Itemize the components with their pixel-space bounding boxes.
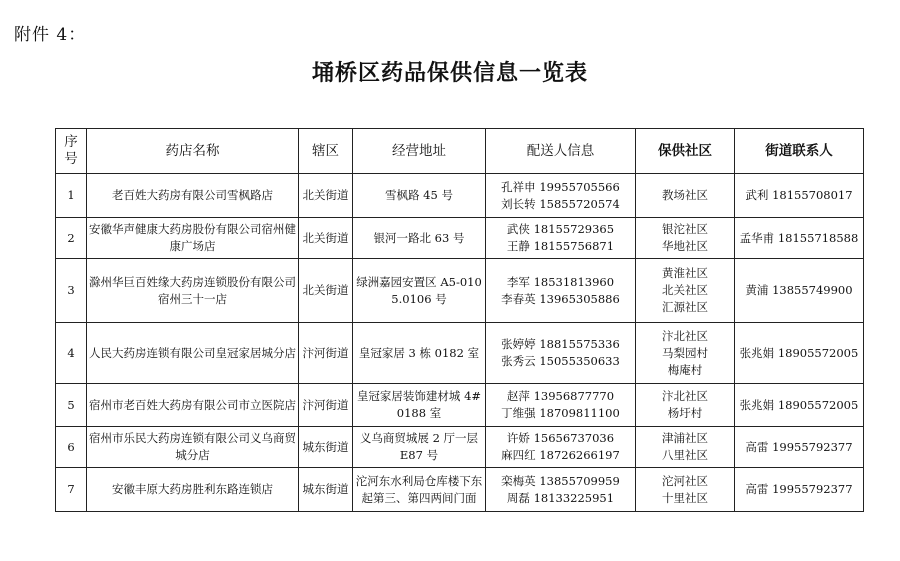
cell-no: 6 — [56, 427, 87, 468]
cell-communities — [636, 323, 735, 384]
cell-communities — [636, 259, 735, 323]
cell-couriers — [486, 323, 636, 384]
table-row — [56, 427, 864, 468]
cell-store: 滁州华巨百姓缘大药房连锁股份有限公司宿州三十一店 — [87, 259, 299, 323]
cell-district: 汴河街道 — [299, 323, 353, 384]
community-entry: 八里社区 — [662, 448, 708, 462]
courier-entry: 丁维强 18709811100 — [501, 406, 620, 420]
cell-district: 城东街道 — [299, 468, 353, 512]
cell-district: 汴河街道 — [299, 384, 353, 427]
header-address: 经营地址 — [353, 129, 486, 174]
courier-entry: 武侠 18155729365 — [506, 222, 615, 236]
cell-communities — [636, 218, 735, 259]
courier-entry: 周磊 18133225951 — [506, 490, 615, 505]
attachment-label: 附件 4： — [14, 25, 87, 45]
cell-no: 4 — [56, 323, 87, 384]
cell-contact: 高雷 19955792377 — [735, 427, 864, 468]
cell-no: 5 — [56, 384, 87, 427]
cell-district: 北关街道 — [299, 218, 353, 259]
cell-address: 沱河东水利局仓库楼下东起第三、第四两间门面 — [353, 468, 486, 512]
header-contact: 街道联系人 — [735, 129, 864, 174]
community-entry: 杨圩村 — [667, 406, 703, 420]
supply-info-table — [55, 128, 864, 512]
cell-contact: 武利 18155708017 — [735, 174, 864, 218]
courier-entry: 赵萍 13956877770 — [506, 389, 615, 403]
cell-no: 7 — [56, 468, 87, 512]
table-row — [56, 218, 864, 259]
cell-store: 宿州市乐民大药房连锁有限公司义乌商贸城分店 — [87, 427, 299, 468]
community-entry: 银沱社区 — [662, 222, 708, 236]
cell-address: 银河一路北 63 号 — [353, 218, 486, 259]
cell-address: 义乌商贸城展 2 厅一层 E87 号 — [353, 427, 486, 468]
cell-communities — [636, 427, 735, 468]
table-header-row — [56, 129, 864, 174]
cell-contact: 高雷 19955792377 — [735, 468, 864, 512]
courier-entry: 张秀云 15055350633 — [501, 354, 620, 368]
community-entry: 华地社区 — [662, 239, 708, 253]
cell-no: 1 — [56, 174, 87, 218]
header-no: 序号 — [56, 129, 87, 174]
cell-couriers — [486, 384, 636, 427]
table-row — [56, 468, 864, 512]
courier-entry: 孔祥申 19955705566 — [501, 179, 620, 194]
cell-contact: 张兆娟 18905572005 — [735, 384, 864, 427]
table-row — [56, 259, 864, 323]
community-entry: 北关社区 — [662, 283, 708, 297]
cell-couriers — [486, 174, 636, 218]
header-couriers: 配送人信息 — [486, 129, 636, 174]
cell-communities — [636, 174, 735, 218]
community-entry: 十里社区 — [662, 490, 708, 505]
cell-store: 人民大药房连锁有限公司皇冠家居城分店 — [87, 323, 299, 384]
cell-address: 皇冠家居 3 栋 0182 室 — [353, 323, 486, 384]
cell-no: 3 — [56, 259, 87, 323]
community-entry: 黄淮社区 — [662, 266, 708, 280]
courier-entry: 许娇 15656737036 — [506, 431, 615, 445]
courier-entry: 麻四红 18726266197 — [501, 448, 620, 462]
courier-entry: 王静 18155756871 — [506, 239, 615, 253]
community-entry: 马梨园村 — [662, 345, 708, 360]
cell-couriers — [486, 468, 636, 512]
community-entry: 沱河社区 — [662, 473, 708, 488]
cell-couriers — [486, 259, 636, 323]
cell-no: 2 — [56, 218, 87, 259]
cell-couriers — [486, 427, 636, 468]
cell-contact: 孟华甫 18155718588 — [735, 218, 864, 259]
header-store: 药店名称 — [87, 129, 299, 174]
header-communities: 保供社区 — [636, 129, 735, 174]
cell-communities — [636, 384, 735, 427]
courier-entry: 李军 18531813960 — [506, 274, 615, 289]
community-entry: 教场社区 — [662, 188, 708, 202]
community-entry: 汴北社区 — [662, 389, 708, 403]
table-row — [56, 174, 864, 218]
cell-address: 绿洲嘉园安置区 A5-0105.0106 号 — [353, 259, 486, 323]
cell-address: 雪枫路 45 号 — [353, 174, 486, 218]
table-row — [56, 384, 864, 427]
cell-couriers — [486, 218, 636, 259]
page-title: 埇桥区药品保供信息一览表 — [311, 61, 588, 86]
cell-store: 宿州市老百姓大药房有限公司市立医院店 — [87, 384, 299, 427]
table-row — [56, 323, 864, 384]
cell-district: 北关街道 — [299, 259, 353, 323]
cell-contact: 张兆娟 18905572005 — [735, 323, 864, 384]
cell-address: 皇冠家居装饰建材城 4#0188 室 — [353, 384, 486, 427]
cell-store: 老百姓大药房有限公司雪枫路店 — [87, 174, 299, 218]
community-entry: 津浦社区 — [662, 431, 708, 445]
cell-store: 安徽丰原大药房胜利东路连锁店 — [87, 468, 299, 512]
cell-store: 安徽华声健康大药房股份有限公司宿州健康广场店 — [87, 218, 299, 259]
courier-entry: 刘长转 15855720574 — [501, 196, 620, 211]
cell-contact: 黄浦 13855749900 — [735, 259, 864, 323]
cell-district: 北关街道 — [299, 174, 353, 218]
cell-communities — [636, 468, 735, 512]
header-district: 辖区 — [299, 129, 353, 174]
courier-entry: 栾梅英 13855709959 — [501, 473, 620, 488]
courier-entry: 张婷婷 18815575336 — [501, 337, 620, 351]
courier-entry: 李春英 13965305886 — [501, 291, 620, 306]
community-entry: 汇源社区 — [662, 300, 708, 314]
community-entry: 汴北社区 — [662, 328, 708, 343]
community-entry: 梅庵村 — [667, 362, 703, 377]
cell-district: 城东街道 — [299, 427, 353, 468]
